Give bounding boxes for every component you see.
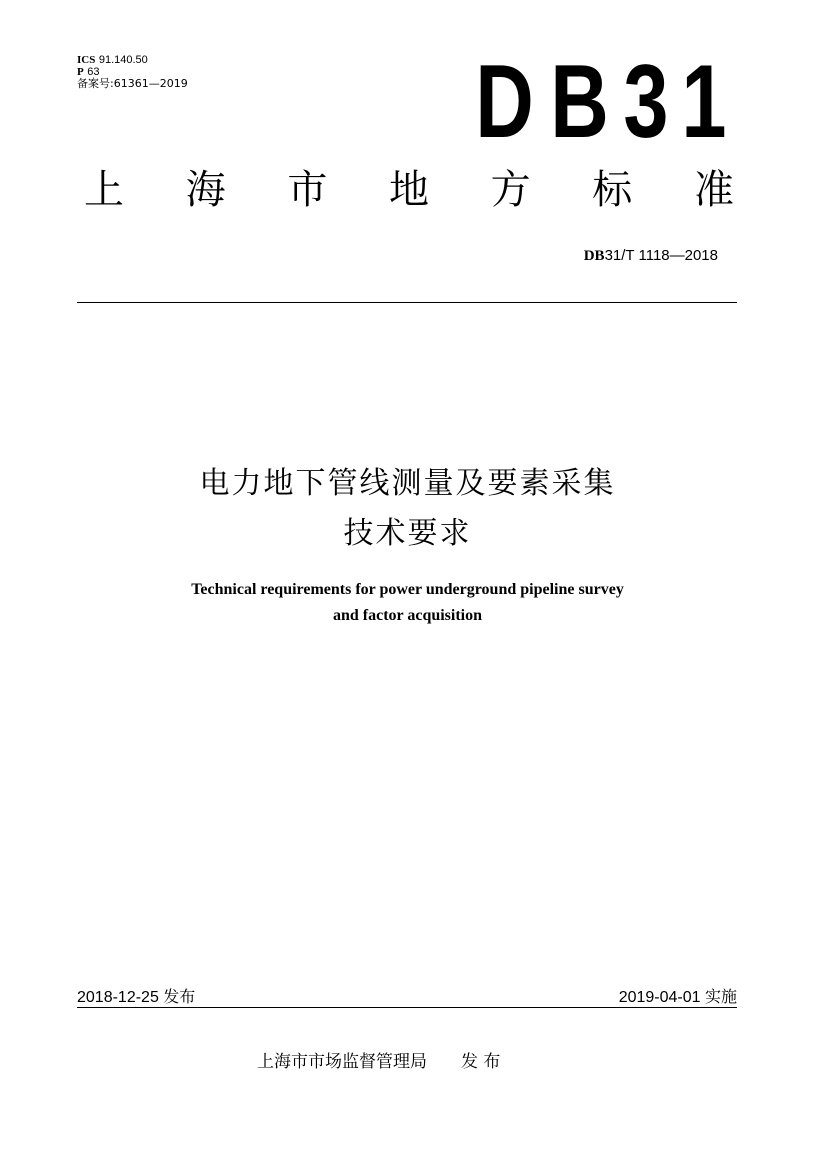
p-label: P: [77, 66, 84, 78]
standard-type-char: 海: [185, 167, 226, 213]
chinese-title-line-1: 电力地下管线测量及要素采集: [199, 466, 616, 501]
effective-date-block: [619, 984, 737, 1007]
logo-char-3: 3: [623, 44, 669, 160]
issued-label: 发布: [163, 987, 196, 1006]
record-number: 备案号:61361—2019: [77, 77, 188, 90]
bottom-divider: [77, 1007, 737, 1008]
english-title-line-2: and factor acquisition: [332, 607, 483, 624]
english-title-line-1: Technical requirements for power underground pipeline survey: [191, 581, 624, 598]
effective-label: 实施: [704, 987, 737, 1006]
standard-number-code: 31/T: [604, 247, 635, 264]
issued-date: 2018-12-25: [77, 989, 159, 1006]
top-divider: [77, 302, 737, 303]
p-value: 63: [87, 66, 100, 78]
ics-line: [77, 54, 188, 66]
standard-type-char: 地: [388, 167, 429, 213]
standard-type-char: 上: [84, 167, 124, 213]
standard-type-char: 方: [490, 167, 531, 213]
standard-number-value: 1118—2018: [638, 247, 718, 264]
effective-date: 2019-04-01: [618, 989, 701, 1006]
standard-type-char: 市: [287, 167, 328, 213]
ics-value: 91.140.50: [98, 54, 148, 66]
logo-char-d: D: [475, 44, 534, 160]
ics-label: ICS: [77, 54, 96, 66]
db31-logo: [467, 44, 727, 160]
standard-type-title: [84, 166, 734, 214]
standard-type-char: 准: [693, 167, 734, 213]
publisher-line: [257, 1047, 500, 1072]
standard-type-char: 标: [592, 167, 633, 213]
standard-number-prefix: DB: [583, 248, 605, 264]
chinese-title-line-2: 技术要求: [343, 516, 472, 551]
classification-block: [77, 54, 188, 90]
logo-char-1: 1: [681, 44, 727, 160]
logo-char-b: B: [550, 44, 609, 160]
publisher-action: 发 布: [461, 1052, 501, 1072]
publisher-name: 上海市市场监督管理局: [257, 1052, 427, 1072]
issued-date-block: [77, 984, 195, 1007]
standard-number: [584, 247, 718, 265]
